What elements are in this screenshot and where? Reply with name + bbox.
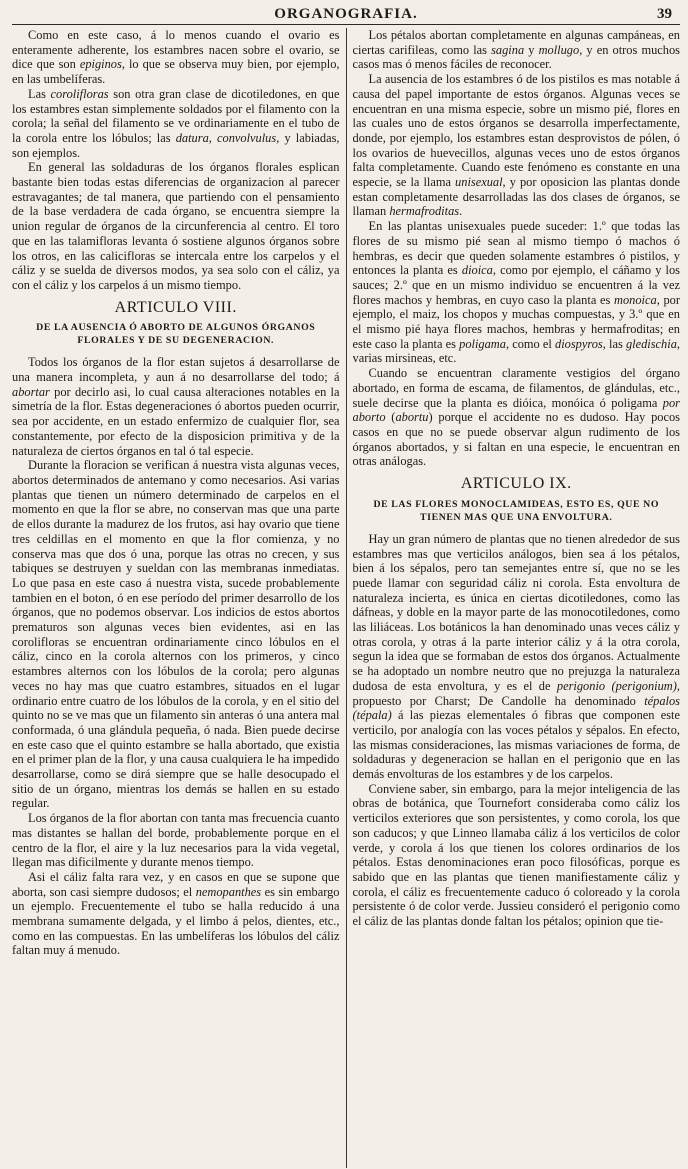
text-run: , propuesto por Charst; De Candolle ha denominado	[352, 678, 680, 708]
paragraph	[353, 366, 681, 469]
paragraph	[12, 355, 340, 458]
text-run: , y en otros muchos casos mas ó menos fáciles de reconocer.	[352, 42, 680, 72]
text-run: , y labiadas, son ejemplos.	[12, 130, 340, 160]
text-run: , lo que se observa muy bien, por ejemplo, en las umbelíferas.	[12, 57, 340, 87]
italic-term: mollugo	[538, 42, 580, 57]
paragraph	[353, 782, 681, 929]
italic-term: dioica	[461, 263, 493, 278]
paragraph	[12, 28, 340, 87]
italic-term: unisexual	[455, 175, 503, 190]
text-run: , y por oposicion las plantas donde estan completamente desarrolladas las dos clases de órganos, se llaman	[352, 175, 680, 219]
italic-term: gledischia	[625, 336, 677, 351]
article-heading: ARTICULO VIII.	[114, 298, 237, 316]
paragraph	[12, 870, 340, 958]
right-column	[353, 28, 681, 1168]
paragraph	[12, 160, 340, 292]
left-column	[12, 28, 340, 1168]
text-run: Hay un gran número de plantas que no tienen alrededor de sus estambres mas que verticilos análogos, bien sea á los pétalos, bien á los sépalos, pero tan semejantes entre sí, que no se les puede llamar con seguridad cáliz ni corola. Esta envoltura de naturaleza incierta, es única en ciertas dicotiledones, como las dáfneas, y doble en la mayor parte de las monocotiledones, como las liliáceas. Los botánicos la han denominado unas veces cáliz y otras corola, y otras á la parte interior cáliz y á la otra corola, segun la idea que se formaban de estos dos órganos. Actualmente se ha adoptado un nombre neutro que no prejuzga la naturaleza dudosa de esta envoltura, y es el de	[352, 531, 680, 693]
text-run: , varias mirsineas, etc.	[352, 336, 680, 366]
running-head	[12, 4, 680, 24]
article-subheading: DE LA AUSENCIA Ó ABORTO DE ALGUNOS ÓRGANOS FLORALES Y DE SU DEGENERACION.	[36, 322, 316, 347]
running-title: ORGANOGRAFIA.	[274, 6, 418, 22]
text-run: .	[459, 204, 463, 219]
text-run: La ausencia de los estambres ó de los pistilos es mas notable á causa del papel importante de estos órganos. Algunas veces se encuentran en una misma especie, sobre un mismo pié, flores en las cuales uno de estos órganos se desarrolla imperfectamente, donde, por ejemplo, los estambres estan desprovistos de pólen, ó los ovarios de huevecillos, algunas veces uno de estos órganos falta completamente. Cuando este fenómeno es constante en una especie, se la llama	[352, 72, 680, 190]
text-run: , como por ejemplo, el cáñamo y los sauces; 2.º que en un mismo individuo se encuentren á la vez flores machos y hembras, en cuyo caso la planta es	[352, 263, 680, 307]
italic-term: perigonio (perigonium)	[556, 678, 677, 693]
italic-term: diospyros	[555, 336, 603, 351]
text-run: Como en este caso, á lo menos cuando el ovario es enteramente adherente, los estambres nacen sobre el ovario, se dice que son	[12, 28, 340, 72]
text-run: Cuando se encuentran claramente vestigios del órgano abortado, en forma de escama, de filamentos, de glándulas, etc., suele decirse que la planta es dióica, monóica ó poligama	[352, 366, 680, 410]
article-heading: ARTICULO IX.	[460, 475, 572, 493]
text-run: es sin embargo un ejemplo. Frecuentemente el tubo se halla reducido á una membrana sumamente delgada, y el limbo á pelos, dientes, etc., como en las compuestas. En las umbelíferas los lóbulos del cáliz faltan muy á menudo.	[12, 884, 340, 958]
text-run: ) porque el accidente no es dudoso. Hay pocos casos en que no se puede observar algun rudimento de los órganos abortados, y si faltan en una especie, le encuentran en otras análogas.	[352, 410, 680, 469]
italic-term: abortu	[395, 410, 429, 425]
text-run: Asi el cáliz falta rara vez, y en casos en que se supone que aborta, son casi siempre dudosos; el	[12, 869, 340, 899]
paragraph	[12, 811, 340, 870]
text-run: En las plantas unisexuales puede suceder: 1.º que todas las flores de su mismo pié sean al mismo tiempo ó machos ó hembras, es decir que queden solamente estambres ó pistilos, y entonces la planta es	[352, 219, 680, 278]
text-run: Conviene saber, sin embargo, para la mejor inteligencia de las obras de botánica, que Tournefort consideraba como cáliz los verticilos exteriores que son persistentes, y como corola, los que son caducos; y que Linneo llamaba cáliz á los verticilos de color verde, y corola á los que tienen los colores ordinarios de los pétalos. Estas denominaciones eran poco filosóficas, porque es sabido que en las plantas que tienen manifiestamente cáliz y corola, el cáliz es frecuentemente caduco ó coloreado y la corola persistente ó de color verde. Jussieu consideró el perigonio como el cáliz de las plantas donde faltan los pétalos; opinion que tie-	[352, 781, 680, 929]
paragraph	[353, 532, 681, 782]
column-divider	[346, 28, 347, 1168]
text-run: Durante la floracion se verifican á nuestra vista algunas veces, abortos determinados de antemano y como necesarios. Asi varias plantas que tienen un número determinado de carpelos en el momento en que la flor se abre, no conservan mas que una parte de ellos durante la madurez de los frutos, asi hay ovario que tiene tres celdillas en el momento en que la flor comienza, y no conserva mas que dos ó una, porque las otras no crecen, y sus tabiques se destruyen y sueldan con las membranas inmediatas. Lo que pasa en este caso á nuestra vista, sucede probablemente tambien en el boton, ó en ese período del primer desarrollo de los órganos, que no podemos observar. Los indicios de estos abortos prematuros son algunas veces bien evidentes, asi en las corolifloras se encuentran ordinariamente cinco lóbulos en el cáliz, cinco en la corola alternos con los primeros, y cinco estambres alternos con los lóbulos de la corola; pero algunas veces no hay mas que cuatro estambres, situados en el lugar ordinario entre cuatro de los lóbulos de la corola, y en el sitio del quinto no se ve mas que un filamento sin anteras ó una antera mal conformada, ó una glándula pequeña, ó nada. Bien puede decirse en este caso que el quinto estambre se halla abortado, que existia en el primer plan de la flor, y una causa cualquiera le ha impedido desarrollarse, como se dirá siempre que se halle desocupado el sitio de un órgano, mientras los demás se hallen en su estado regular.	[12, 458, 340, 811]
text-run: , las	[602, 336, 626, 351]
text-run: , como el	[505, 336, 556, 351]
text-run: Todos los órganos de la flor estan sujetos á desarrollarse de una manera incompleta, y aun á no desarrollarse del todo; á	[12, 355, 340, 385]
text-run: á las piezas elementales ó fibras que componen este verticilo, por analogía con las voces pétalos y sépalos. En efecto, las mismas consideraciones, las mismas variaciones de forma, de soldaduras y degeneracion se hallan en el perigonio que en las demás envolturas de los estambres y de los carpelos.	[352, 708, 680, 782]
italic-term: por aborto	[352, 395, 680, 425]
text-run: Las	[28, 86, 51, 101]
paragraph	[353, 28, 681, 72]
italic-term: poligama	[459, 336, 506, 351]
italic-term: corolifloras	[50, 86, 109, 101]
text-run: son otra gran clase de dicotiledones, en que los estambres estan simplemente soldados por el filamento con la corola; la señal del filamento se ve ordinariamente en el tubo de la corola entre los lóbulos; las	[12, 86, 340, 145]
page-number: 39	[657, 6, 672, 22]
italic-term: tépalos (tépala)	[352, 693, 680, 723]
italic-term: monoica	[614, 292, 657, 307]
text-run: (	[385, 410, 396, 425]
article-subheading: DE LAS FLORES MONOCLAMIDEAS, ESTO ES, QUE NO TIENEN MAS QUE UNA ENVOLTURA.	[373, 498, 660, 523]
italic-term: sagina	[491, 42, 525, 57]
text-run: por decirlo asi, lo cual causa alteraciones notables en la simetría de la flor. Estas degeneraciones ó abortos pueden ocurrir, sea por accidente, en un estado enfermizo de cualquier flor, sea constantemente, por efecto de la disposicion primitiva y de la naturaleza de ciertos órganos en tal ó tal especie.	[12, 384, 340, 458]
paragraph	[353, 72, 681, 219]
italic-term: epiginos	[79, 57, 122, 72]
text-columns	[12, 28, 680, 1168]
header-rule	[12, 24, 680, 25]
italic-term: datura, convolvulus	[175, 130, 277, 145]
text-run: Los pétalos abortan completamente en algunas campáneas, en ciertas carifileas, como las	[352, 28, 680, 57]
italic-term: nemopanthes	[195, 884, 262, 899]
paragraph	[353, 219, 681, 366]
italic-term: abortar	[12, 384, 50, 399]
text-run: y	[524, 42, 539, 57]
paragraph	[12, 87, 340, 161]
text-run: Los órganos de la flor abortan con tanta mas frecuencia cuanto mas distantes se hallan del borde, probablemente porque en el centro de la flor, el aire y la luz necesarios para la vida vegetal, llegan mas dificilmente y durante menos tiempo.	[12, 811, 340, 870]
text-run: En general las soldaduras de los órganos florales esplican bastante bien todas estas diferencias de organizacion al parecer estravagantes; de tal manera, que partiendo con el pensamiento de la base verdadera de cada órgano, se encuentra siempre la union regular de órganos de la circunferencia al centro. El toro que en las talamifloras levanta ó sostiene algunos órganos sobre los otros, en las calicifloras se intercala entre los carpelos y el cáliz y se suelda de diversos modos, ya sea solo con el cáliz, ya con el cáliz y los carpelos á un mismo tiempo.	[12, 160, 340, 292]
italic-term: hermafroditas	[389, 204, 460, 219]
text-run: , por ejemplo, el maiz, los chopos y muchas compuestas, y 3.º que en el mismo pié haya flores machos, hembras y hermafroditas; en este caso la planta es	[352, 292, 680, 351]
paragraph	[12, 458, 340, 811]
